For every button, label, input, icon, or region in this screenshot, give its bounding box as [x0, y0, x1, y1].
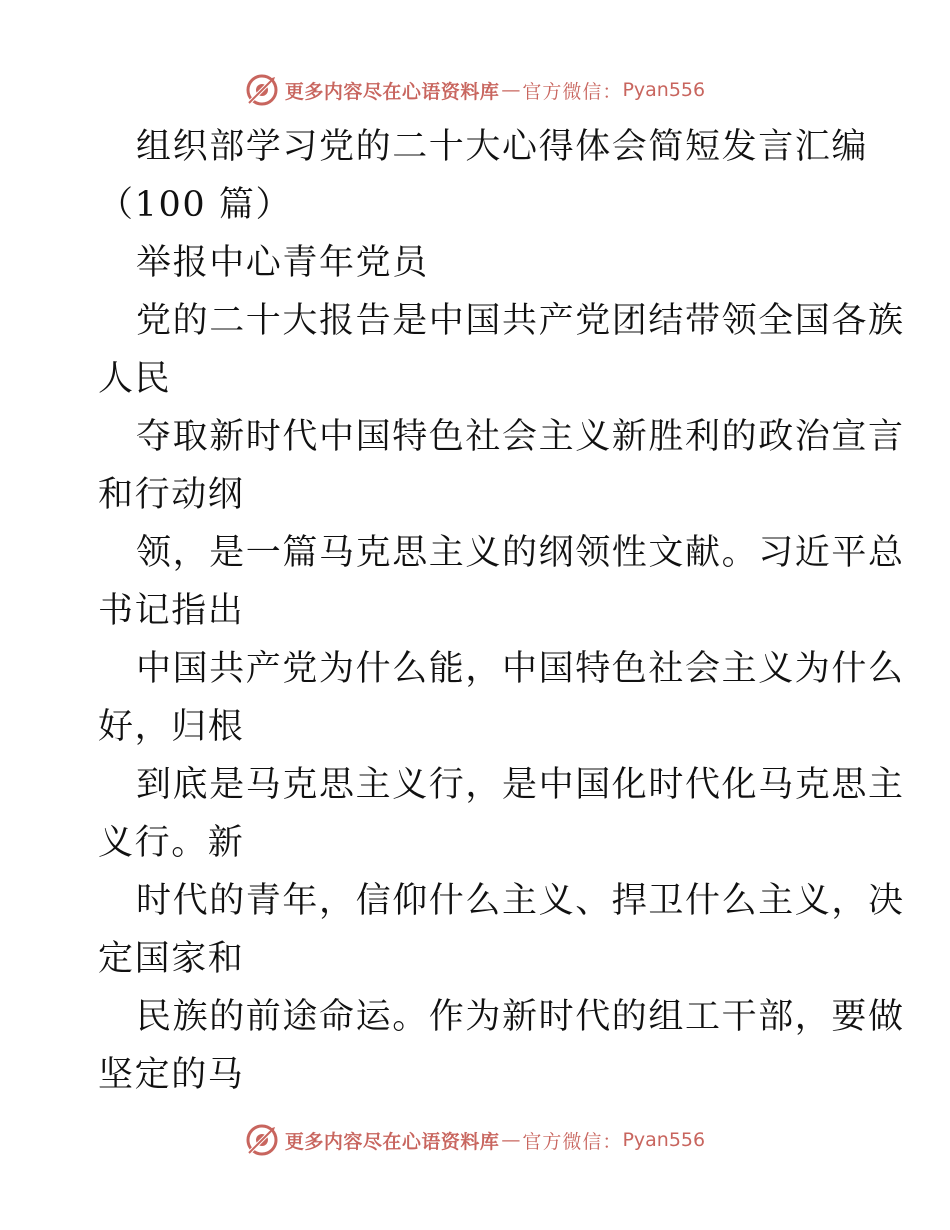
- banner-separator: —: [501, 1129, 521, 1151]
- author-line: 举报中心青年党员: [136, 243, 429, 283]
- banner-text: 更多内容尽在心语资料库: [284, 1130, 500, 1153]
- wechat-label: 官方微信：: [522, 1130, 623, 1153]
- footer-banner: [0, 1120, 950, 1160]
- document-title: 组织部学习党的二十大心得体会简短发言汇编: [136, 127, 869, 167]
- wechat-id: Pyan556: [622, 1129, 706, 1151]
- text-line: 书记指出: [98, 591, 245, 631]
- text-line: 中国共产党为什么能，中国特色社会主义为什么: [136, 649, 905, 689]
- logo-icon: [245, 1123, 279, 1157]
- banner-separator: —: [501, 79, 521, 101]
- text-line: 时代的青年，信仰什么主义、捍卫什么主义，决: [136, 881, 905, 921]
- banner-text: 更多内容尽在心语资料库: [284, 80, 500, 103]
- text-line: 党的二十大报告是中国共产党团结带领全国各族: [136, 301, 905, 341]
- text-line: 夺取新时代中国特色社会主义新胜利的政治宣言: [136, 417, 905, 457]
- document-body: [98, 118, 905, 1104]
- header-banner: [0, 70, 950, 110]
- text-line: 义行。新: [98, 823, 245, 863]
- text-line: 坚定的马: [98, 1055, 245, 1095]
- wechat-id: Pyan556: [622, 79, 706, 101]
- text-line: 到底是马克思主义行，是中国化时代化马克思主: [136, 765, 905, 805]
- text-line: 好，归根: [98, 707, 245, 747]
- text-line: 领，是一篇马克思主义的纲领性文献。习近平总: [136, 533, 905, 573]
- text-line: 民族的前途命运。作为新时代的组工干部，要做: [136, 997, 905, 1037]
- logo-icon: [245, 73, 279, 107]
- wechat-label: 官方微信：: [522, 80, 623, 103]
- document-title-count: （100 篇）: [98, 185, 293, 225]
- text-line: 定国家和: [98, 939, 245, 979]
- text-line: 和行动纲: [98, 475, 245, 515]
- text-line: 人民: [98, 359, 172, 399]
